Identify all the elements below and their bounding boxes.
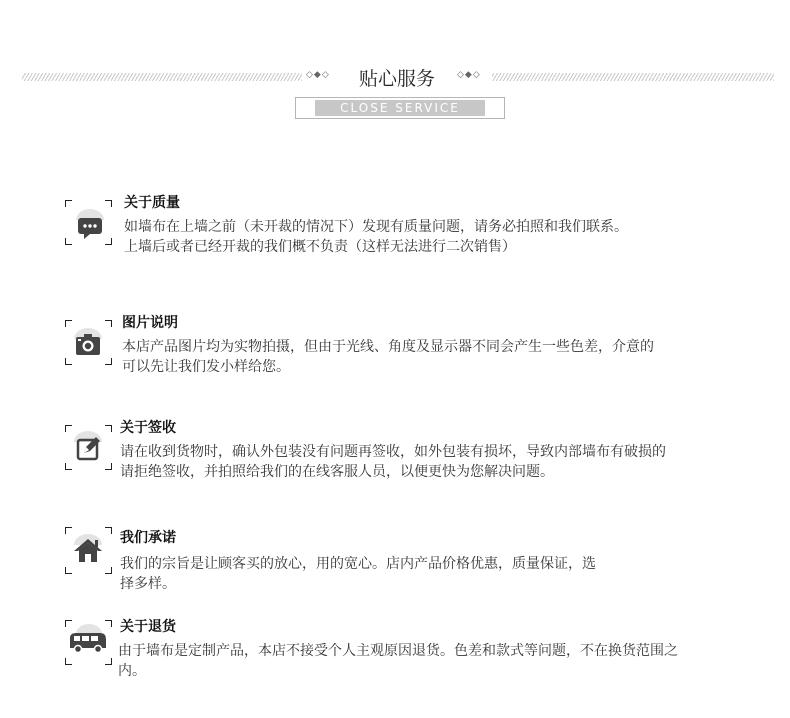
section-text-line: 内。 bbox=[118, 663, 146, 679]
section-text-line: 由于墙布是定制产品，本店不接受个人主观原因退货。色差和款式等问题，不在换货范围之 bbox=[118, 643, 678, 659]
section-text-line: 本店产品图片均为实物拍摄，但由于光线、角度及显示器不同会产生一些色差，介意的 bbox=[122, 339, 654, 355]
section-text-line: 我们的宗旨是让顾客买的放心，用的宽心。店内产品价格优惠，质量保证，选 bbox=[120, 556, 596, 572]
section-text-line: 如墙布在上墙之前（未开裁的情况下）发现有质量问题，请务必拍照和我们联系。 bbox=[124, 219, 628, 235]
house-icon bbox=[68, 531, 108, 567]
right-diamond-ornament: ◇◆◇ bbox=[457, 70, 481, 80]
chat-bubble-icon bbox=[70, 206, 110, 242]
section-signing bbox=[0, 417, 790, 487]
section-text-line: 择多样。 bbox=[120, 576, 176, 592]
section-title: 关于质量 bbox=[124, 195, 180, 211]
bracket-corner bbox=[105, 567, 112, 574]
bracket-corner bbox=[105, 463, 112, 470]
left-hatch-divider bbox=[22, 73, 302, 81]
bracket-corner bbox=[65, 658, 72, 665]
section-title: 图片说明 bbox=[122, 315, 178, 331]
right-hatch-divider bbox=[492, 73, 774, 81]
section-title: 我们承诺 bbox=[120, 530, 176, 546]
section-quality bbox=[0, 192, 790, 262]
section-promise bbox=[0, 527, 790, 597]
section-text-line: 上墙后或者已经开裁的我们概不负责（这样无法进行二次销售） bbox=[124, 239, 516, 255]
subtitle-box bbox=[295, 97, 505, 119]
page-title: 贴心服务 bbox=[358, 68, 435, 90]
page-subtitle: CLOSE SERVICE bbox=[315, 100, 485, 116]
header bbox=[0, 0, 790, 130]
section-title: 关于退货 bbox=[120, 619, 176, 635]
bracket-corner bbox=[65, 567, 72, 574]
section-pictures bbox=[0, 312, 790, 382]
bracket-corner bbox=[105, 658, 112, 665]
bracket-corner bbox=[65, 463, 72, 470]
section-returns bbox=[0, 616, 790, 686]
left-diamond-ornament: ◇◆◇ bbox=[306, 70, 330, 80]
edit-icon bbox=[68, 428, 108, 464]
camera-icon bbox=[68, 325, 108, 361]
section-title: 关于签收 bbox=[120, 420, 176, 436]
van-icon bbox=[68, 622, 108, 658]
section-text-line: 请在收到货物时，确认外包装没有问题再签收，如外包装有损坏，导致内部墙布有破损的 bbox=[120, 444, 666, 460]
section-text-line: 可以先让我们发小样给您。 bbox=[122, 359, 290, 375]
section-text-line: 请拒绝签收，并拍照给我们的在线客服人员，以便更快为您解决问题。 bbox=[120, 464, 554, 480]
